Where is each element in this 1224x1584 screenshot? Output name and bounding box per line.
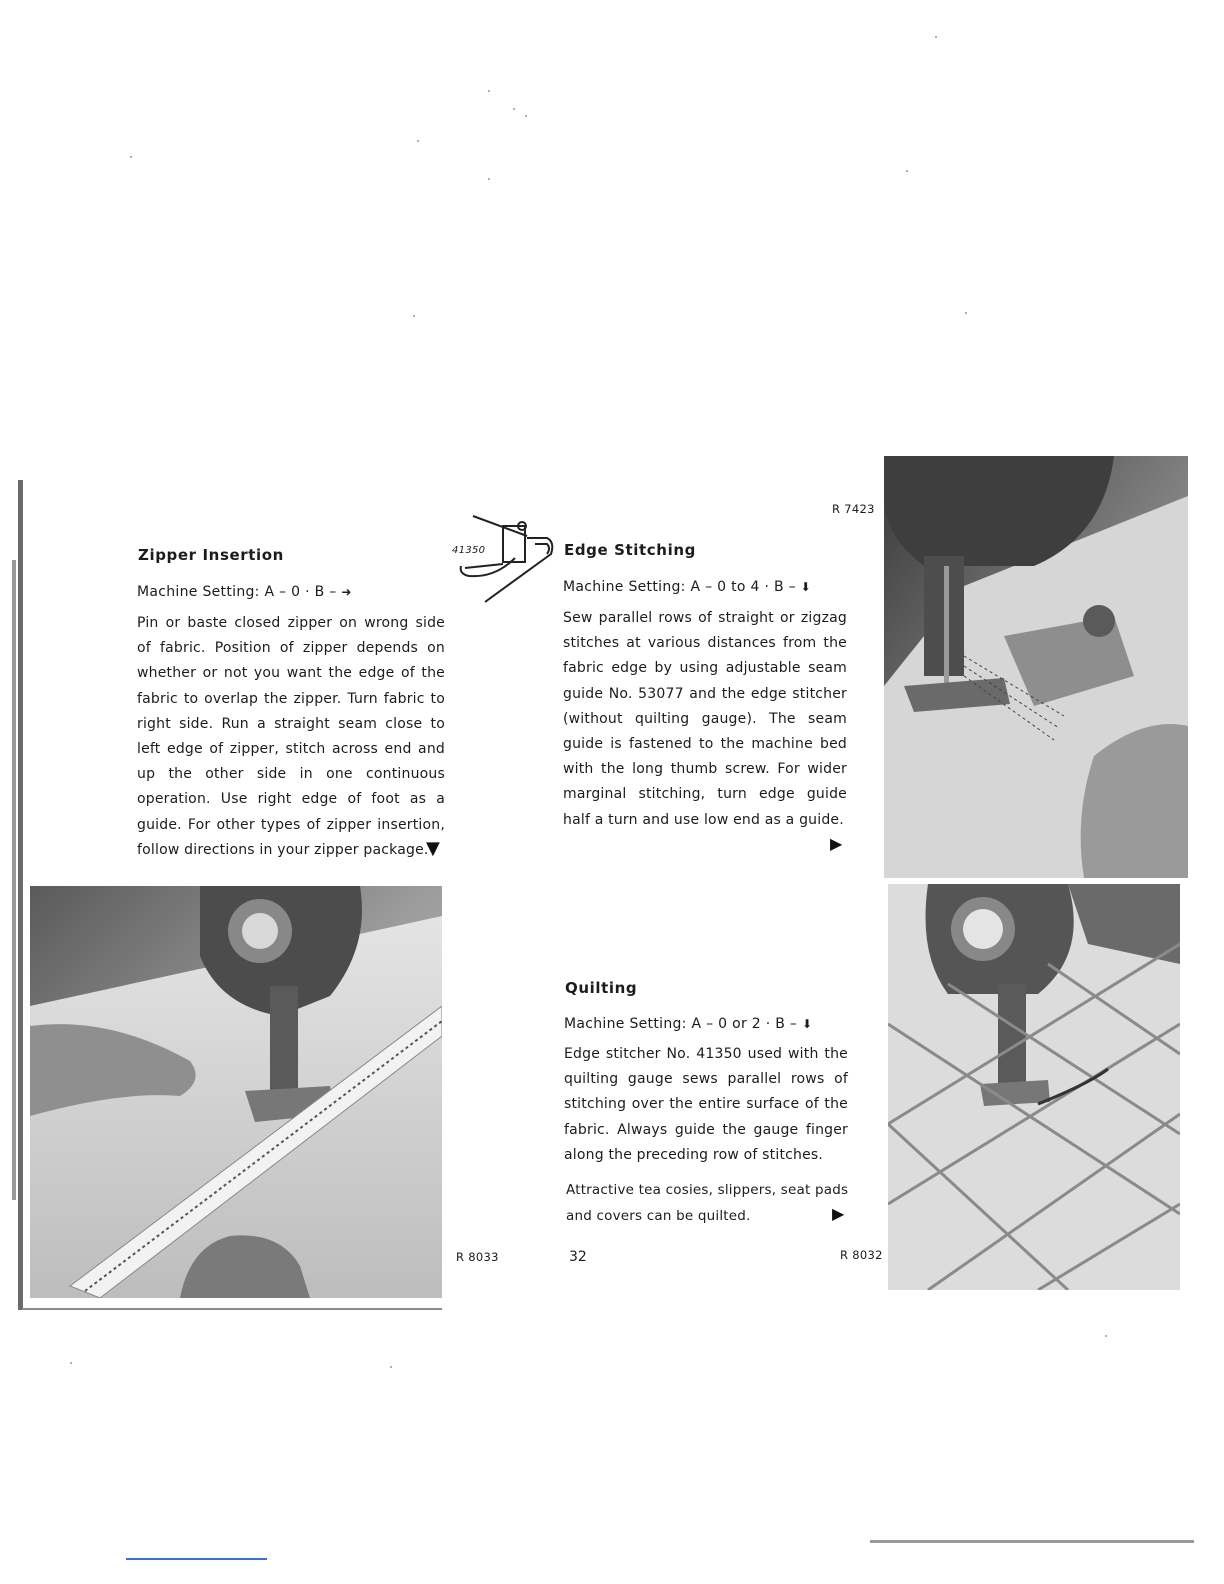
page-edge-left-shadow [12,560,16,1200]
next-arrow-right-icon: ▶ [830,834,843,853]
arrow-right-icon: ➜ [341,585,352,599]
edge-stitcher-foot-icon [455,508,560,606]
page-number: 32 [569,1249,587,1265]
foot-number-label: 41350 [452,545,486,556]
quilting-machine-setting [564,1016,812,1032]
edge-photo-illustration [884,456,1188,878]
page-bottom-edge [22,1308,442,1310]
zipper-setting-text: Machine Setting: A – 0 · B – [137,584,337,600]
blue-rule [126,1558,267,1560]
quilting-photo-illustration [888,884,1180,1290]
quilting-photo [888,884,1180,1290]
zipper-title: Zipper Insertion [138,546,284,564]
edge-machine-setting [563,579,811,595]
quilting-title: Quilting [565,979,638,997]
edge-stitching-photo [884,456,1188,878]
zipper-photo-illustration [30,886,442,1298]
arrow-down-icon: ⬇ [800,580,812,594]
page-bottom-edge-right [870,1540,1194,1543]
edge-title: Edge Stitching [564,541,696,559]
quilting-instructions: Edge stitcher No. 41350 used with the quilting gauge sews parallel rows of stitching over the entire surface of the fabric. Always guide the gauge finger along the preceding row of stitches. [564,1046,848,1163]
edge-photo-code: R 7423 [832,502,875,516]
quilting-photo-code: R 8032 [840,1248,883,1262]
page-edge-left [18,480,23,1310]
quilting-setting-text: Machine Setting: A – 0 or 2 · B – [564,1016,798,1032]
edge-setting-text: Machine Setting: A – 0 to 4 · B – [563,579,796,595]
next-arrow-down-icon: ▼ [426,838,440,859]
quilting-note: Attractive tea cosies, slippers, seat pads and covers can be quilted. [566,1182,849,1224]
zipper-instructions: Pin or baste closed zipper on wrong side of fabric. Position of zipper depends on whether or not you want the edge of the fabric to overlap the zipper. Turn fabric to right side. Run a straight seam close to left edge of zipper, stitch across end and up the other side in one continuous operation. Use right edge of foot as a guide. For other types of zipper insertion, follow directions in your zipper package. [137,615,445,858]
zipper-machine-setting [137,584,352,600]
arrow-down-icon-2: ⬇ [801,1017,813,1031]
zipper-insertion-photo [30,886,442,1298]
edge-instructions: Sew parallel rows of straight or zigzag stitches at various distances from the fabric edge by using adjustable seam guide No. 53077 and the edge stitcher (without quilting gauge). The seam guide is fastened to the machine bed with the long thumb screw. For wider marginal stitching, turn edge guide half a turn and use low end as a guide. [563,610,847,828]
next-arrow-right-icon-2: ▶ [832,1204,845,1223]
zipper-photo-code: R 8033 [456,1250,499,1264]
